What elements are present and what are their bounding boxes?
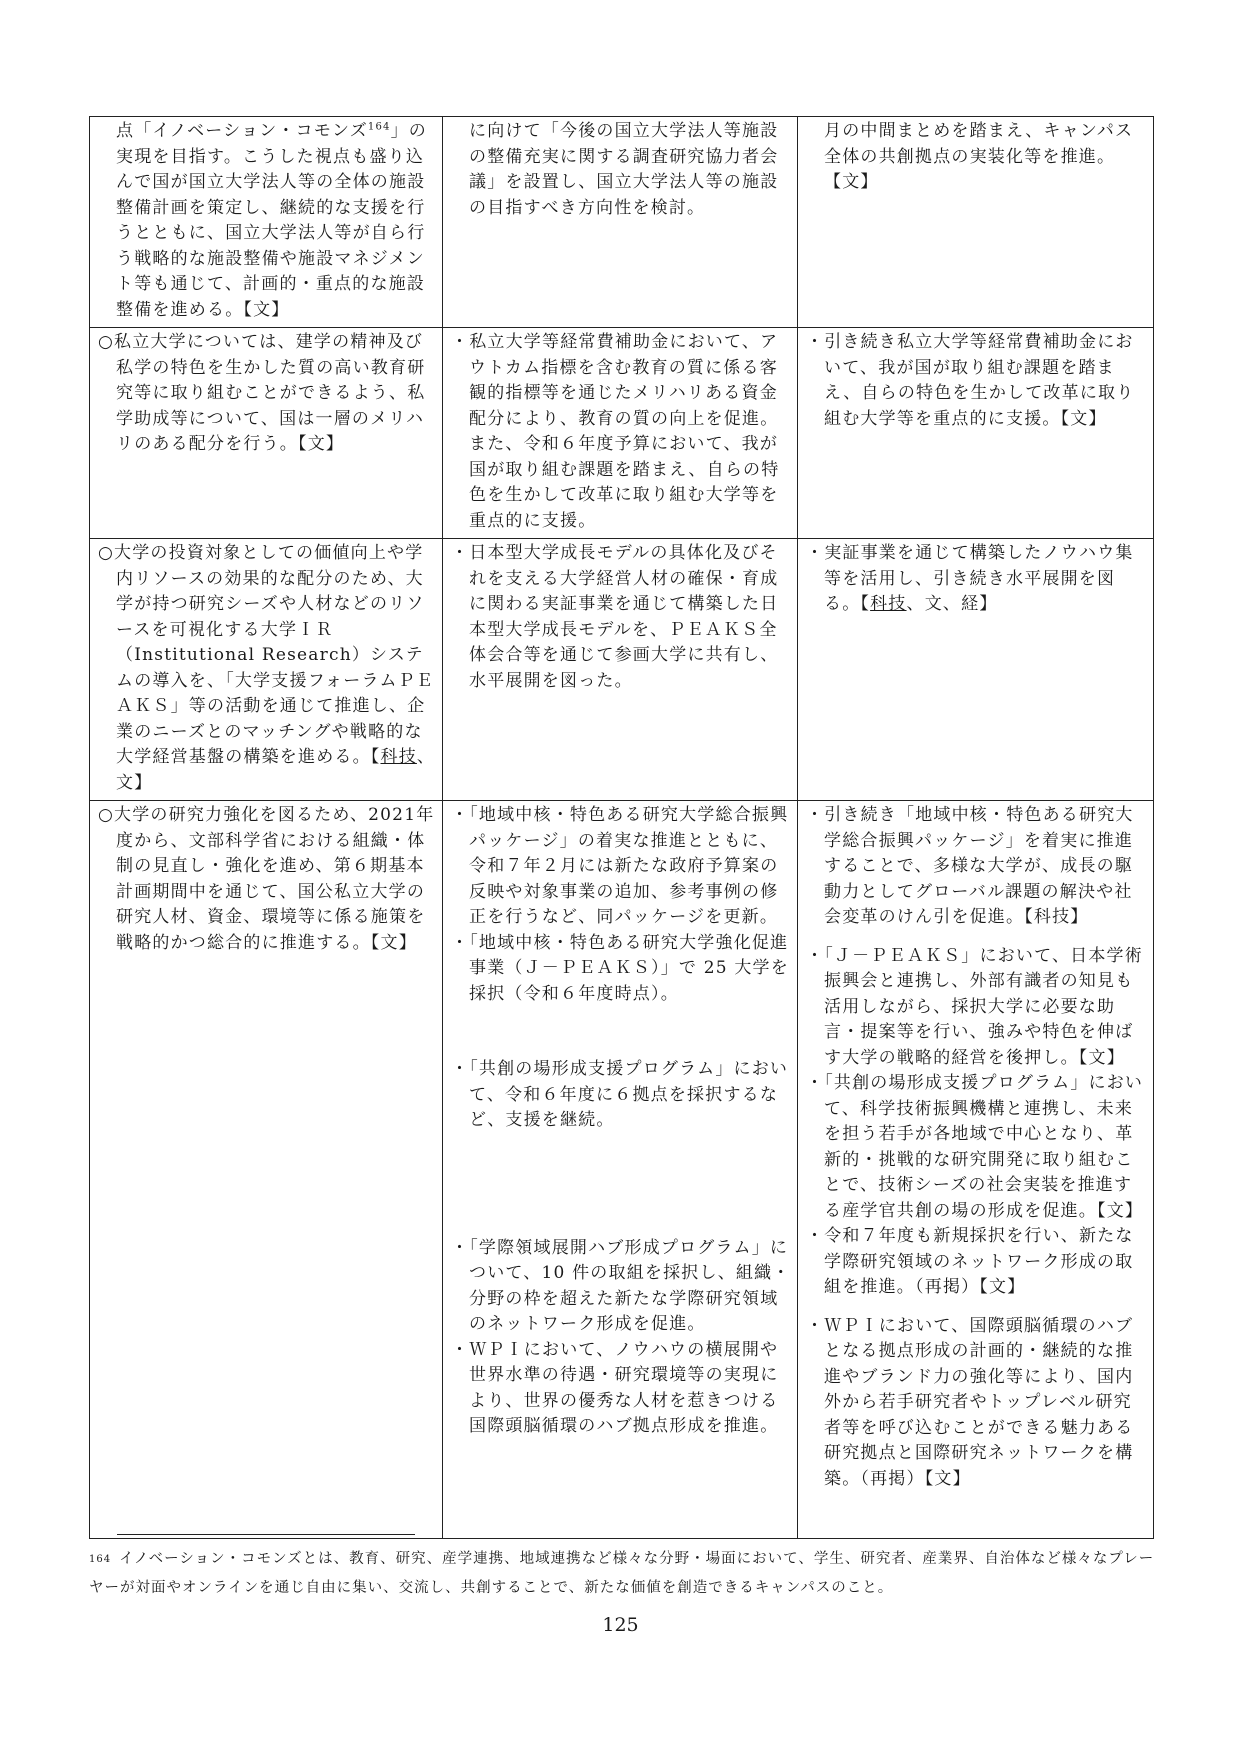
cell-text: 月の中間まとめを踏まえ、キャンパス全体の共創拠点の実装化等を推進。【文】 [824, 121, 1134, 192]
cell-text: ・引き続き「地域中核・特色ある研究大学総合振興パッケージ」を着実に推進することで、多様な大学が、成長の駆動力としてグローバル課題の解決や社会変革のけん引を促進。【科技】 [806, 805, 1134, 927]
cell-text: ・「Ｊ－ＰＥＡＫＳ」において、日本学術振興会と連携し、外部有識者の知見も活用しながら、採択大学に必要な助言・提案等を行い、強みや特色を伸ばす大学の戦略的経営を後押し。【文】 [806, 945, 1143, 1068]
cell-text: ・ＷＰＩにおいて、国際頭脳循環のハブとなる拠点形成の計画的・継続的な推進やブランド力の強化等により、国内外から若手研究者やトップレベル研究者等を呼び込むことができる魅力ある研究拠点と国際研究ネットワークを構築。（再掲）【文】 [806, 1315, 1134, 1489]
cell-text: ・私立大学等経常費補助金において、アウトカム指標を含む教育の質に係る客観的指標等を通じたメリハリある資金配分により、教育の質の向上を促進。また、令和６年度予算において、我が国が取り組む課題を踏まえ、自らの特色を生かして改革に取り組む大学等を重点的に支援。 [451, 332, 780, 531]
underlined-text: 科技 [870, 594, 907, 614]
cell-text: ○大学の研究力強化を図るため、2021年度から、文部科学省における組織・体制の見直し・強化を進め、第６期基本計画期間中を通じて、国公私立大学の研究人材、資金、環境等に係る施策を戦略的かつ総合的に推進する。【文】 [98, 805, 435, 953]
cell-text: ・「共創の場形成支援プログラム」において、令和６年度に６拠点を採択するなど、支援を継続。 [451, 1059, 789, 1130]
table-cell-result [443, 539, 798, 801]
cell-text: ・令和７年度も新規採択を行い、新たな学際研究領域のネットワーク形成の取組を推進。（再掲）【文】 [806, 1226, 1134, 1297]
table-cell-policy [90, 801, 443, 1539]
cell-text: ・「地域中核・特色ある研究大学総合振興パッケージ」の着実な推進とともに、令和７年２月には新たな政府予算案の反映や対象事業の追加、参考事例の修正を行うなど、同パッケージを更新。 [451, 805, 789, 927]
footnote [89, 1545, 1159, 1603]
cell-text: ・日本型大学成長モデルの具体化及びそれを支える大学経営人材の確保・育成に関わる実証事業を通じて構築した日本型大学成長モデルを、ＰＥＡＫＳ全体会合等を通じて参画大学に共有し、水平展開を図った。 [451, 543, 779, 691]
table-row [90, 539, 1154, 801]
table-cell-result [443, 328, 798, 539]
policy-table [89, 116, 1154, 1539]
cell-text: ・実証事業を通じて構築したノウハウ集等を活用し、引き続き水平展開を図る。【科技、文、経】 [806, 543, 1134, 614]
footnote-divider [117, 1534, 415, 1535]
cell-text: ・「共創の場形成支援プログラム」において、科学技術振興機構と連携し、未来を担う若手が各地域で中心となり、革新的・挑戦的な研究開発に取り組むことで、技術シーズの社会実装を推進する産学官共創の場の形成を促進。【文】 [806, 1073, 1144, 1221]
footnote-number: 164 [89, 1554, 112, 1565]
footnote-ref: 164 [367, 121, 391, 133]
table-row [90, 117, 1154, 328]
cell-text: ・ＷＰＩにおいて、ノウハウの横展開や世界水準の待遇・研究環境等の実現により、世界の優秀な人材を惹きつける国際頭脳循環のハブ拠点形成を推進。 [451, 1339, 779, 1436]
table-cell-plan [798, 328, 1154, 539]
cell-text: 点「イノベーション・コモンズ$^{164}$」の実現を目指す。こうした視点も盛り込んで国が国立大学法人等の全体の施設整備計画を策定し、継続的な支援を行うとともに、国立大学法人等が自ら行う戦略的な施設整備や施設マネジメント等も通じて、計画的・重点的な施設整備を進める。【文】 [116, 121, 428, 320]
cell-text: ・引き続き私立大学等経常費補助金において、我が国が取り組む課題を踏まえ、自らの特色を生かして改革に取り組む大学等を重点的に支援。【文】 [806, 332, 1135, 429]
cell-text: に向けて「今後の国立大学法人等施設の整備充実に関する調査研究協力者会議」を設置し、国立大学法人等の施設の目指すべき方向性を検討。 [469, 121, 779, 218]
table-row [90, 801, 1154, 1539]
cell-text: ○私立大学については、建学の精神及び私学の特色を生かした質の高い教育研究等に取り組むことができるよう、私学助成等について、国は一層のメリハリのある配分を行う。【文】 [98, 332, 426, 454]
cell-text: ・「学際領域展開ハブ形成プログラム」について、10 件の取組を採択し、組織・分野の枠を超えた新たな学際研究領域のネットワーク形成を促進。 [451, 1237, 791, 1334]
footnote-text: イノベーション・コモンズとは、教育、研究、産学連携、地域連携など様々な分野・場面において、学生、研究者、産業界、自治体など様々なプレーヤーが対面やオンラインを通じ自由に集い、交流し、共創することで、新たな価値を創造できるキャンパスのこと。 [89, 1551, 1155, 1596]
table-cell-result [443, 117, 798, 328]
cell-text: ○大学の投資対象としての価値向上や学内リソースの効果的な配分のため、大学が持つ研究シーズや人材などのリソースを可視化する大学ＩＲ（Institutional Research）システムの導入を、「大学支援フォーラムＰＥＡＫＳ」等の活動を通じて推進し、企業のニーズとのマッチングや戦略的な大学経営基盤の構築を進める。【科技、文】 [98, 543, 436, 793]
page-number: 125 [602, 1614, 639, 1636]
table-cell-policy [90, 117, 443, 328]
table-cell-result [443, 801, 798, 1539]
table-cell-policy [90, 539, 443, 801]
table-cell-plan [798, 539, 1154, 801]
cell-text: ・「地域中核・特色ある研究大学強化促進事業（Ｊ－ＰＥＡＫＳ）」で 25 大学を採択（令和６年度時点）。 [451, 932, 789, 1004]
table-row [90, 328, 1154, 539]
table-cell-plan [798, 801, 1154, 1539]
table-cell-plan [798, 117, 1154, 328]
table-cell-policy [90, 328, 443, 539]
underlined-text: 科技 [380, 747, 417, 767]
